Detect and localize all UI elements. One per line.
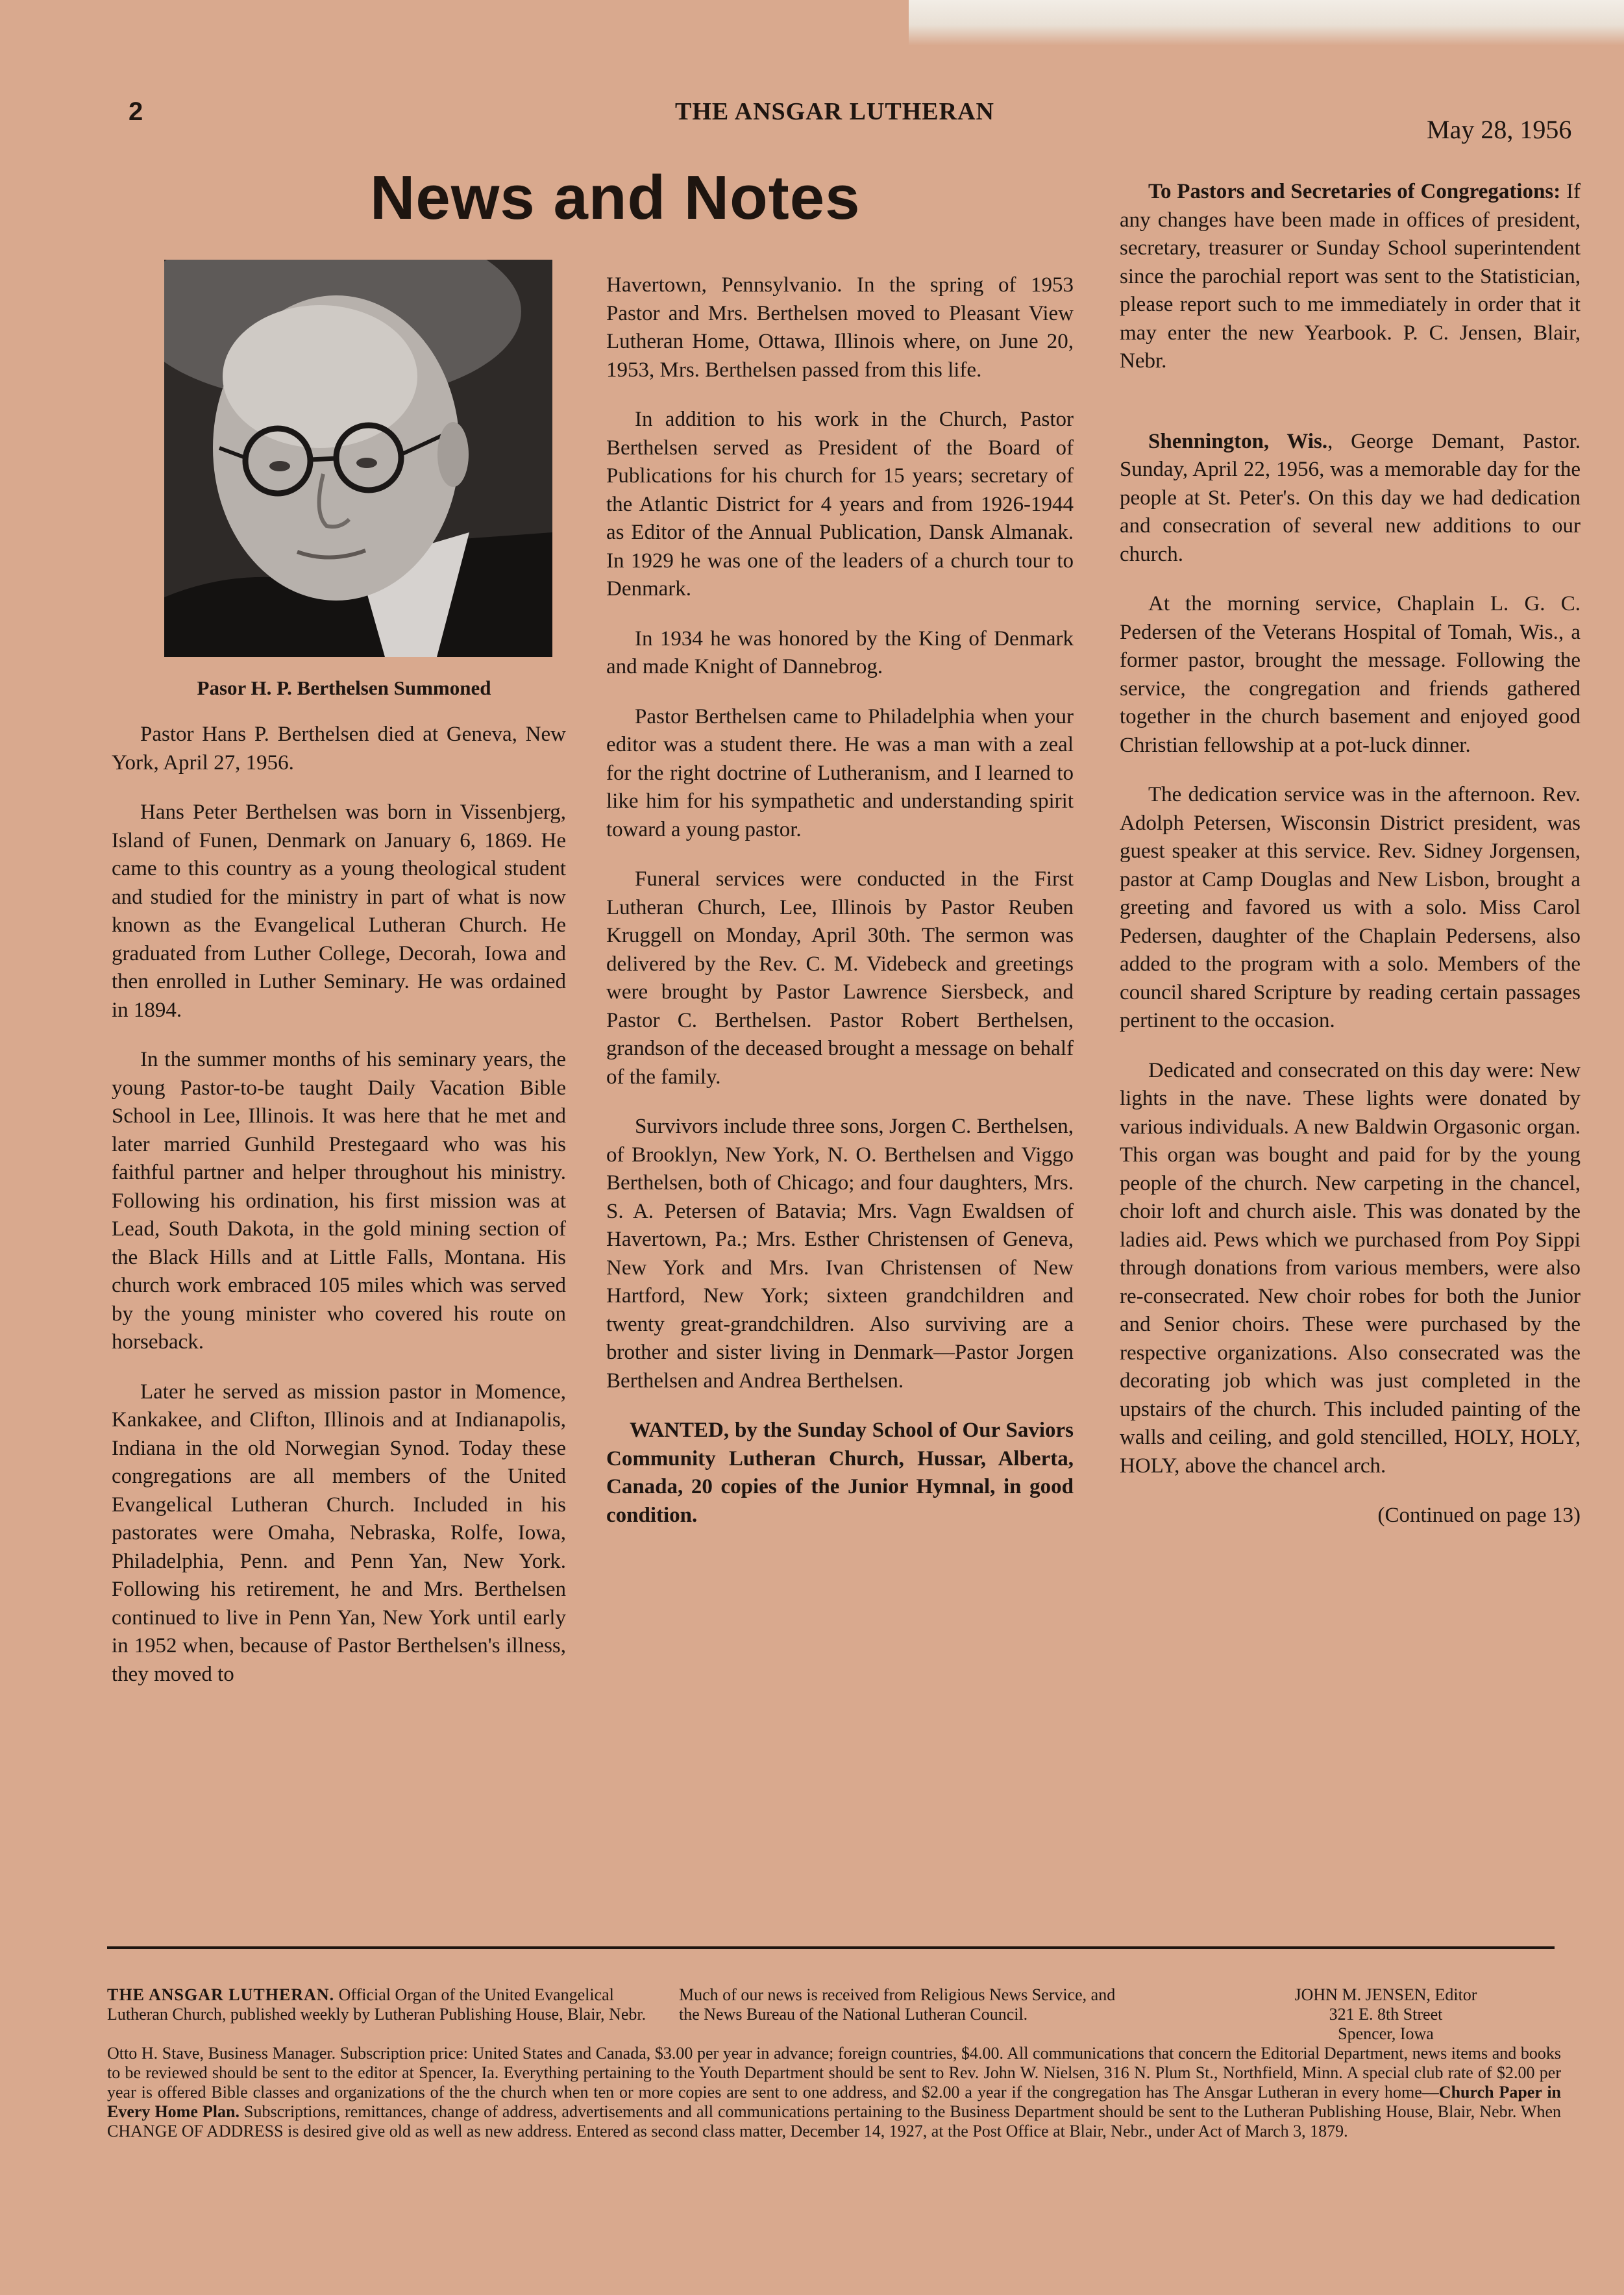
article-paragraph: Havertown, Pennsylvanio. In the spring of 1953 Pastor and Mrs. Berthelsen moved to Pleasant View Lutheran Home, Ottawa, Illinois where, on June 20, 1953, Mrs. Berthelsen passed from this life. [606,273,1074,382]
article-paragraph: In the summer months of his seminary years, the young Pastor-to-be taught Daily Vacation Bible School in Lee, Illinois. It was here that he met and later married Gunhild Prestegaard who was his faithful partner and helper throughout his ministry. Following his ordination, his first mission was at Lead, South Dakota, in the gold mining section of the Black Hills and at Little Falls, Montana. His church work embraced 105 miles which was served by the young minister who covered his route on horseback. [112,1048,566,1354]
article-paragraph: Pastor Berthelsen came to Philadelphia when your editor was a student there. He was a man with a zeal for the right doctrine of Lutheranism, and I learned to like him for his sympathetic and understanding spirit toward a young pastor. [606,704,1074,841]
article-paragraph: Hans Peter Berthelsen was born in Vissenbjerg, Island of Funen, Denmark on January 6, 1869. He came to this country as a young theological student and studied for the ministry in part of what is now known as the Evangelical Lutheran Church. He graduated from Luther College, Decorah, Iowa and then enrolled in Luther Seminary. He was ordained in 1894. [112,800,566,1022]
column-1 [112,721,566,1710]
masthead-details-text-2: Subscriptions, remittances, change of address, advertisements and all communications pertaining to the Business Department should be sent to the Lutheran Publishing House, Blair, Nebr. When CHANGE OF ADDRESS is desired give old as well as new address. Entered as second class matter, December 14, 1927, at the Post Office at Blair, Nebr., under Act of March 3, 1879. [107,2102,1561,2140]
article-paragraph: Dedicated and consecrated on this day were: New lights in the nave. These lights were donated by various individuals. A new Baldwin Orgasonic organ. This organ was bought and paid for by the young people of the church. New carpeting in the chancel, choir loft and church aisle. This was donated by the ladies aid. Pews which we purchased from Poy Sippi through donations from various members, were also re-consecrated. New choir robes for both the Junior and Senior choirs. These were purchased by the respective organizations. Also consecrated was the decorating job which was just completed in the upstairs of the church. This included painting of the walls and ceiling, and gold stencilled, HOLY, HOLY, HOLY, above the chancel arch. [1120,1058,1581,1478]
shennington-heading: Shennington, Wis. [1148,429,1328,453]
pastors-notice [1120,178,1581,376]
wanted-text: WANTED, by the Sunday School of Our Saviors Community Lutheran Church, Hussar, Alberta, Canada, 20 copies of the Junior Hymnal, in good condition. [606,1419,1074,1527]
masthead-plan-name: Church Paper in Every Home Plan. [107,2083,1561,2121]
wanted-notice [606,1417,1074,1530]
masthead-left [107,1985,652,2024]
article-paragraph: Pastor Hans P. Berthelsen died at Geneva, New York, April 27, 1956. [112,723,566,775]
masthead-details [107,2044,1561,2141]
photo-caption: Pasor H. P. Berthelsen Summoned [197,676,491,699]
article-paragraph: The dedication service was in the afternoon. Rev. Adolph Petersen, Wisconsin District president, was guest speaker at this service. Rev. Sidney Jorgensen, pastor at Camp Douglas and New Lisbon, brought a greeting and favored us with a solo. Miss Carol Pedersen, daughter of the Chaplain Pedersens, also added to the program with a solo. Members of the council shared Scripture by reading certain passages pertinent to the occasion. [1120,783,1581,1032]
masthead-editor [1220,1985,1551,2044]
article-paragraph: In addition to his work in the Church, Pastor Berthelsen served as President of the Board of Publications for his church for 15 years; secretary of the Atlantic District for 4 years and from 1926-1944 as Editor of the Annual Publication, Dansk Almanak. In 1929 he was one of the leaders of a church tour to Denmark. [606,408,1074,601]
column-2 [606,271,1074,1551]
editor-name: JOHN M. JENSEN, Editor [1294,1985,1477,2004]
masthead-details-text: Otto H. Stave, Business Manager. Subscription price: United States and Canada, $3.00 per year in advance; foreign countries, $4.00. All communications that concern the Editorial Department, news items and books to be reviewed should be sent to the editor at Spencer, Ia. Everything pertaining to the Youth Department should be sent to Rev. John W. Nielsen, 316 N. Plum St., Northfield, Minn. A special club rate of $2.00 per year is offered Bible classes and organizations of the the church when ten or more copies are sent to one address, and $2.00 a year if the congregation has The Ansgar Lutheran in every home— [107,2044,1561,2102]
portrait-photo [164,260,552,657]
paper-name: THE ANSGAR LUTHERAN [675,98,994,125]
section-title: News and Notes [370,163,861,232]
column-3 [1120,178,1581,1552]
issue-date: May 28, 1956 [1427,115,1572,144]
article-paragraph: Later he served as mission pastor in Momence, Kankakee, and Clifton, Illinois and at Indianapolis, Indiana in the old Norwegian Synod. Today these congregations are all members of the United Evangelical Lutheran Church. Included in his pastorates were Omaha, Nebraska, Rolfe, Iowa, Philadelphia, Penn. and Penn Yan, New York. Following his retirement, he and Mrs. Berthelsen continued to live in Penn Yan, New York until early in 1952 when, because of Pastor Berthelsen's illness, they moved to [112,1380,566,1686]
continued-notice: (Continued on page 13) [1377,1504,1581,1527]
shennington-body: , George Demant, Pastor. Sunday, April 22, 1956, was a memorable day for the people at St. Peter's. On this day we had dedication and consecration of several new additions to our church. [1120,429,1581,566]
article-paragraph: Funeral services were conducted in the First Lutheran Church, Lee, Illinois by Pastor Reuben Kruggell on Monday, April 30th. The sermon was delivered by the Rev. C. M. Videbeck and greetings were brought by Pastor Lawrence Siersbeck, and Pastor C. Berthelsen. Pastor Robert Berthelsen, grandson of the deceased brought a message on behalf of the family. [606,867,1074,1089]
editor-address-line2: Spencer, Iowa [1338,2024,1434,2043]
page-number: 2 [129,97,143,126]
article-paragraph: Survivors include three sons, Jorgen C. Berthelsen, of Brooklyn, New York, N. O. Berthelsen and Viggo Berthelsen, both of Chicago; and four daughters, Mrs. S. A. Petersen of Batavia; Mrs. Vagn Ewaldsen of Havertown, Pa.; Mrs. Esther Christensen of Geneva, New York and Mrs. Ivan Christensen of New Hartford, New York; sixteen grandchildren and twenty great-grandchildren. Also surviving are a brother and sister living in Denmark—Pastor Jorgen Berthelsen and Andrea Berthelsen. [606,1115,1074,1393]
masthead-middle: Much of our news is received from Religious News Service, and the News Bureau of the National Lutheran Council. [679,1985,1116,2024]
article-paragraph: At the morning service, Chaplain L. G. C. Pedersen of the Veterans Hospital of Tomah, Wis., a former pastor, brought the message. Following the service, the congregation and friends gathered together in the church basement and enjoyed good Christian fellowship at a pot-luck dinner. [1120,592,1581,757]
pastors-notice-heading: To Pastors and Secretaries of Congregations: [1148,180,1561,203]
masthead-paper-name: THE ANSGAR LUTHERAN. [107,1985,335,2004]
portrait-illustration [164,260,552,657]
pastors-notice-body: If any changes have been made in offices of president, secretary, treasurer or Sunday School superintendent since the parochial report was sent to the Statistician, please report such to me immediately in order that it may enter the new Yearbook. P. C. Jensen, Blair, Nebr. [1120,180,1581,373]
torn-paper-edge [909,0,1624,45]
editor-address-line1: 321 E. 8th Street [1329,2005,1443,2024]
article-paragraph: In 1934 he was honored by the King of Denmark and made Knight of Dannebrog. [606,626,1074,678]
masthead-left-text: Official Organ of the United Evangelical Lutheran Church, published weekly by Lutheran Publishing House, Blair, Nebr. [107,1985,646,2024]
shennington-report [1120,428,1581,569]
footer-rule [107,1946,1555,1949]
